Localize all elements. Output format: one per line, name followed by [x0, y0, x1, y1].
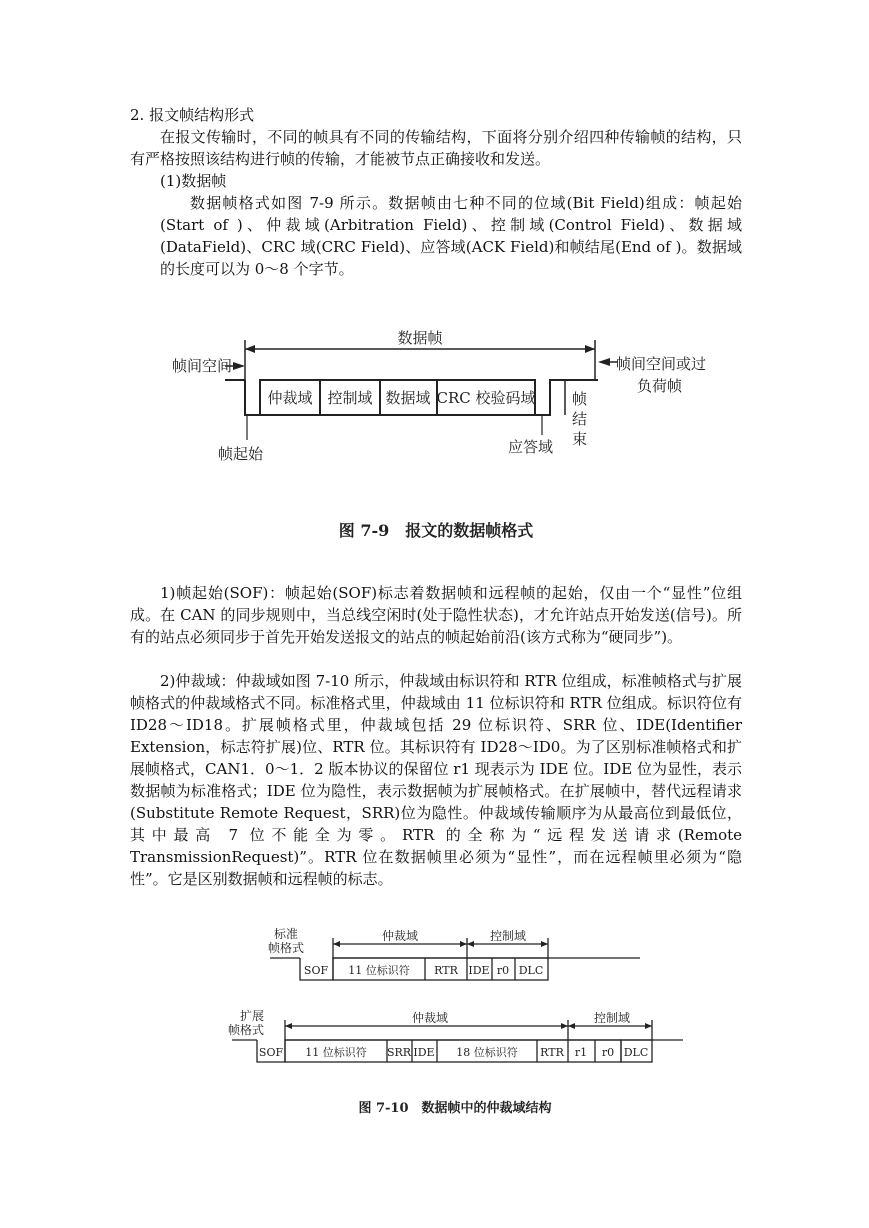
data-frame-paragraph: 数据帧格式如图 7-9 所示。数据帧由七种不同的位域(Bit Field)组成：帧起始(Start of )、仲裁域(Arbitration Field)、控制域(Control Field)、数据域(DataField)、CRC 域(CRC Field)、应答域(ACK Field)和帧结尾(End of )。数据域的长度可以为 0～8 个字节。 [160, 194, 742, 278]
ext-label-1: 扩展 [240, 1009, 265, 1023]
fig1-eof-2: 结 [572, 410, 588, 428]
fig1-caption: 图 7-9 报文的数据帧格式 [338, 521, 534, 540]
fig1-field-ctrl: 控制域 [327, 389, 373, 407]
std-label-2: 帧格式 [268, 941, 305, 955]
fig1-left-label: 帧间空间 [172, 357, 233, 375]
std-cell-ide: IDE [468, 964, 490, 977]
fig1-right-label-2: 负荷帧 [637, 377, 683, 395]
std-cell-id: 11 位标识符 [348, 964, 410, 977]
sub-heading: (1)数据帧 [160, 172, 227, 190]
ext-cell-dlc: DLC [623, 1046, 649, 1059]
ext-cell-ide: IDE [413, 1046, 435, 1059]
fig1-field-arb: 仲裁域 [267, 389, 313, 407]
std-cell-dlc: DLC [518, 964, 544, 977]
fig1-eof-3: 束 [572, 430, 588, 448]
ext-arb-label: 仲裁域 [411, 1011, 449, 1025]
arb-paragraph: 2)仲裁域：仲裁域如图 7-10 所示，仲裁域由标识符和 RTR 位组成，标准帧格式与扩展帧格式的仲裁域格式不同。标准格式里，仲裁域由 11 位标识符和 RTR 位组成。标识符位有 ID28～ID18。扩展帧格式里，仲裁域包括 29 位标识符、SRR 位、IDE(Identifier Extension，标志符扩展)位、RTR 位。其标识符有 ID28～ID0。为了区别标准帧格式和扩展帧格式，CAN1．0～1．2 版本协议的保留位 r1 现表示为 IDE 位。IDE 位为显性，表示数据帧为标准格式；IDE 位为隐性，表示数据帧为扩展帧格式。在扩展帧中，替代远程请求(Substitute Remote Request，SRR)位为隐性。仲裁域传输顺序为从最高位到最低位，其中最高 7 位不能全为零。RTR 的全称为“远程发送请求(Remote TransmissionRequest)”。RTR 位在数据帧里必须为“显性”，而在远程帧里必须为“隐性”。它是区别数据帧和远程帧的标志。 [130, 672, 742, 888]
std-cell-sof: SOF [303, 964, 329, 977]
ext-ctrl-label: 控制域 [593, 1011, 631, 1025]
std-cell-r0: r0 [496, 964, 510, 977]
sof-paragraph: 1)帧起始(SOF)：帧起始(SOF)标志着数据帧和远程帧的起始，仅由一个“显性”位组成。在 CAN 的同步规则中，当总线空闲时(处于隐性状态)，才允许站点开始发送(信号)。所有的站点必须同步于首先开始发送报文的站点的帧起始前沿(该方式称为“硬同步”)。 [130, 584, 742, 646]
figure-7-10 [0, 920, 869, 1120]
fig1-field-data: 数据域 [385, 389, 431, 407]
ext-cell-sof: SOF [258, 1046, 284, 1059]
fig2-caption: 图 7-10 数据帧中的仲裁域结构 [358, 1101, 552, 1116]
fig1-right-label-1: 帧间空间或过 [616, 355, 707, 373]
ext-cell-srr: SRR [386, 1046, 412, 1059]
intro-paragraph: 在报文传输时，不同的帧具有不同的传输结构，下面将分别介绍四种传输帧的结构，只有严格按照该结构进行帧的传输，才能被节点正确接收和发送。 [130, 128, 742, 168]
fig1-field-crc: CRC 校验码域 [436, 389, 536, 407]
ext-cell-r1: r1 [574, 1046, 588, 1059]
ext-cell-id11: 11 位标识符 [305, 1046, 367, 1059]
ext-cell-id18: 18 位标识符 [456, 1046, 518, 1059]
ext-cell-rtr: RTR [540, 1046, 564, 1059]
ext-label-2: 帧格式 [228, 1023, 265, 1037]
std-ctrl-label: 控制域 [489, 929, 527, 943]
ext-cell-r0: r0 [601, 1046, 615, 1059]
fig1-eof-1: 帧 [572, 390, 588, 408]
fig1-ack-label: 应答域 [508, 438, 554, 456]
std-label-1: 标准 [274, 927, 299, 941]
fig1-sof-label: 帧起始 [218, 445, 264, 463]
figure-7-9 [0, 0, 869, 560]
fig1-title: 数据帧 [397, 329, 443, 347]
section-heading: 2. 报文帧结构形式 [130, 106, 255, 124]
std-arb-label: 仲裁域 [381, 929, 419, 943]
std-cell-rtr: RTR [434, 964, 458, 977]
